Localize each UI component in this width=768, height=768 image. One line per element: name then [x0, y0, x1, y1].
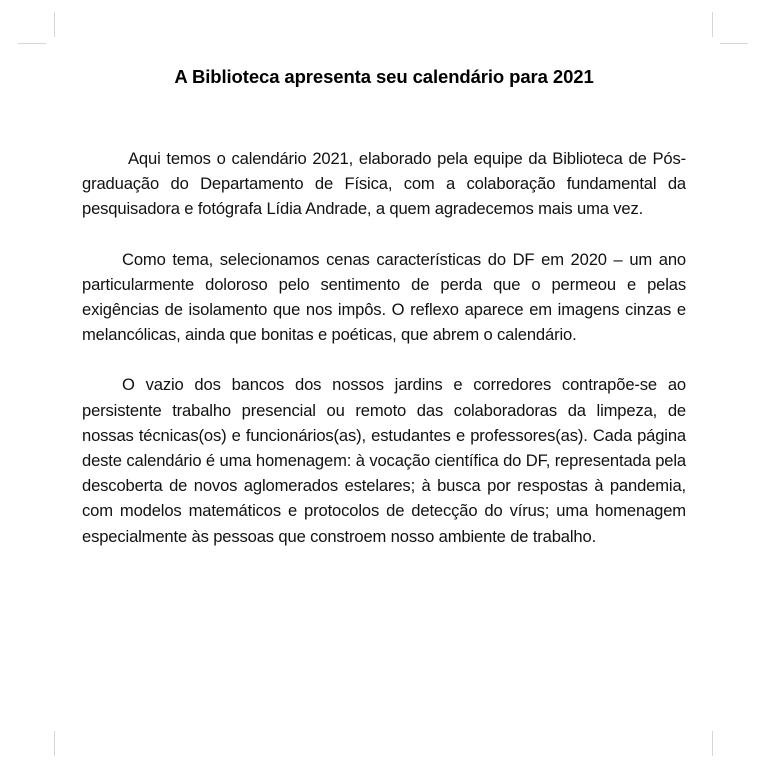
page-title: A Biblioteca apresenta seu calendário para 2021	[174, 66, 594, 87]
crop-mark-top-right-horizontal	[720, 43, 748, 44]
crop-mark-bottom-right-vertical	[712, 731, 713, 756]
crop-mark-top-left-horizontal	[18, 43, 46, 44]
paragraph-tribute: O vazio dos bancos dos nossos jardins e corredores contrapõe-se ao persistente trabalho presencial ou remoto das colaboradoras da limpeza, de nossas técnicas(os) e funcionários(as), estudantes e professores(as). Cada página deste calendário é uma homenagem: à vocação científica do DF, representada pela descoberta de novos aglomerados estelares; à busca por respostas à pandemia, com modelos matemáticos e protocolos de detecção do vírus; uma homenagem especialmente às pessoas que constroem nosso ambiente de trabalho.	[82, 375, 686, 546]
crop-mark-bottom-left-vertical	[54, 731, 55, 756]
paragraph-intro: Aqui temos o calendário 2021, elaborado pela equipe da Biblioteca de Pós-graduação do Departamento de Física, com a colaboração fundamental da pesquisadora e fotógrafa Lídia Andrade, a quem agradecemos mais uma vez.	[82, 149, 686, 219]
crop-mark-top-right-vertical	[712, 12, 713, 37]
document-body	[82, 146, 686, 574]
crop-mark-top-left-vertical	[54, 12, 55, 37]
paragraph-theme: Como tema, selecionamos cenas características do DF em 2020 – um ano particularmente doloroso pelo sentimento de perda que o permeou e pelas exigências de isolamento que nos impôs. O reflexo aparece em imagens cinzas e melancólicas, ainda que bonitas e poéticas, que abrem o calendário.	[82, 249, 686, 345]
